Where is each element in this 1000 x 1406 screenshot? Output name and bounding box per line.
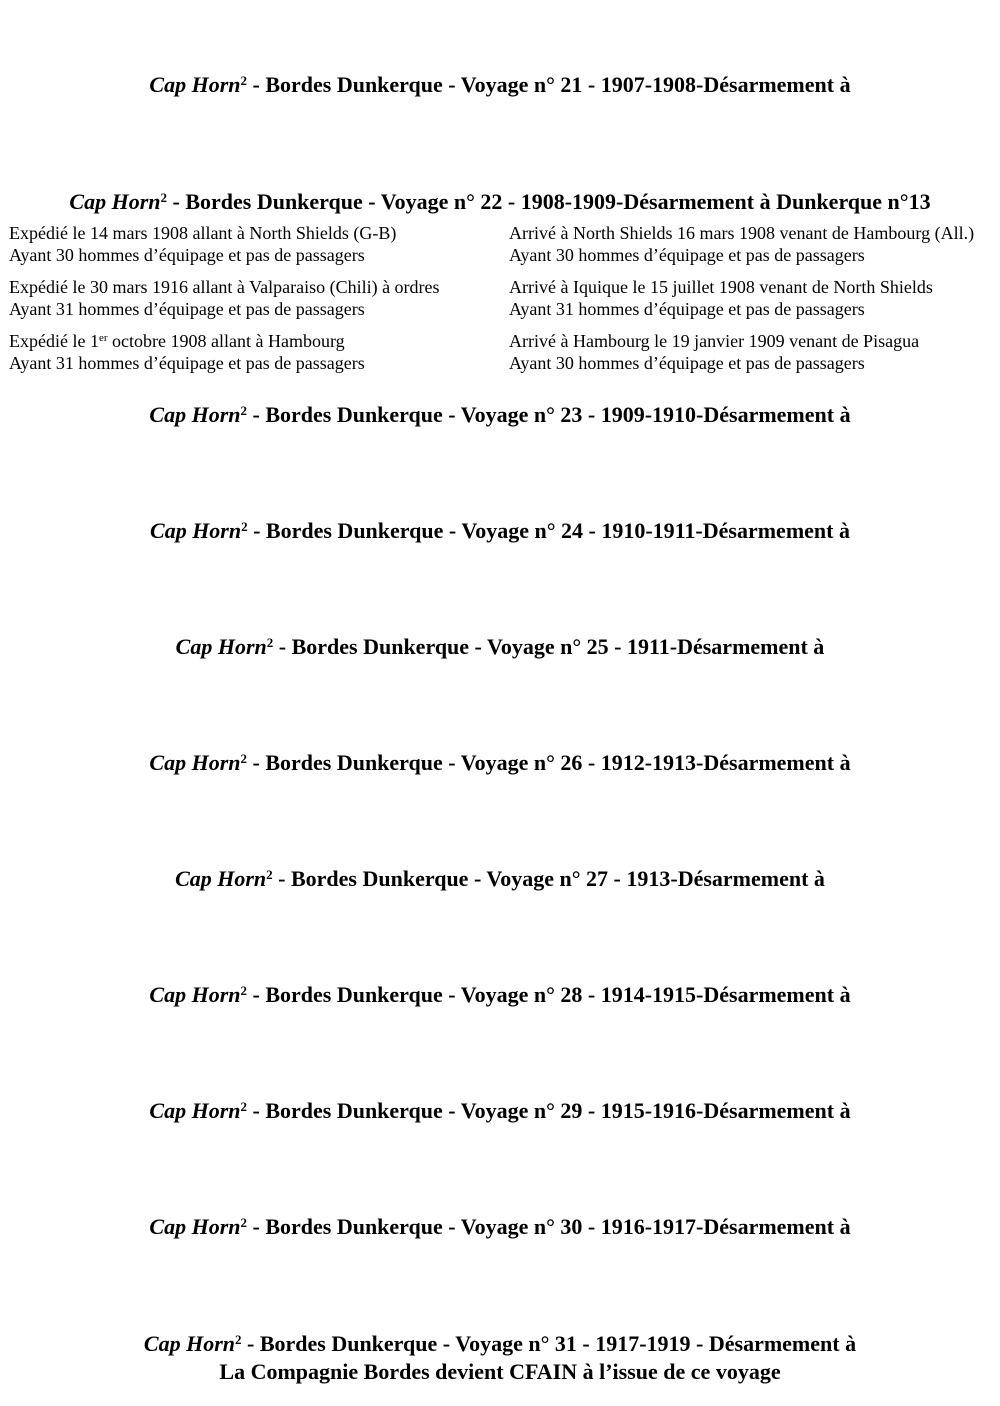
ship-name: Cap Horn	[149, 982, 241, 1007]
ship-superscript: 2	[235, 1332, 242, 1347]
voyage-title-27	[0, 862, 1000, 892]
departure-text: Expédié le 14 mars 1908 allant à North Shields (G-B)	[9, 223, 397, 243]
departure-text	[9, 330, 365, 352]
voyage-title-29	[0, 1094, 1000, 1124]
ship-superscript: 2	[240, 1215, 247, 1230]
ship-superscript: 2	[240, 1099, 247, 1114]
departure-suffix: octobre 1908 allant à Hambourg	[107, 331, 345, 351]
departure-entry-3	[9, 330, 365, 374]
ship-name: Cap Horn	[149, 1098, 241, 1123]
ship-superscript: 2	[240, 983, 247, 998]
voyage-details: - Bordes Dunkerque - Voyage n° 31 - 1917-1919 - Désarmement à	[241, 1331, 857, 1356]
voyage-details: - Bordes Dunkerque - Voyage n° 26 - 1912-1913-Désarmement à	[247, 750, 851, 775]
voyage-details: - Bordes Dunkerque - Voyage n° 24 - 1910-1911-Désarmement à	[247, 518, 850, 543]
arrival-text: Arrivé à North Shields 16 mars 1908 venant de Hambourg (All.)	[509, 223, 975, 243]
arrival-entry-1	[509, 222, 974, 266]
ship-name: Cap Horn	[150, 518, 242, 543]
arrival-crew: Ayant 31 hommes d’équipage et pas de passagers	[509, 299, 865, 319]
departure-crew: Ayant 31 hommes d’équipage et pas de passagers	[9, 299, 365, 319]
ship-superscript: 2	[160, 190, 167, 205]
ship-name: Cap Horn	[175, 866, 267, 891]
voyage-details: - Bordes Dunkerque - Voyage n° 29 - 1915-1916-Désarmement à	[247, 1098, 851, 1123]
ship-superscript: 2	[240, 403, 247, 418]
voyage-details: - Bordes Dunkerque - Voyage n° 25 - 1911-Désarmement à	[273, 634, 825, 659]
voyage-details: - Bordes Dunkerque - Voyage n° 30 - 1916-1917-Désarmement à	[247, 1214, 851, 1239]
departure-text: Expédié le 30 mars 1916 allant à Valparaiso (Chili) à ordres	[9, 277, 440, 297]
arrival-entry-3	[509, 330, 919, 374]
voyage-details: - Bordes Dunkerque - Voyage n° 23 - 1909-1910-Désarmement à	[247, 402, 851, 427]
voyage-details: - Bordes Dunkerque - Voyage n° 22 - 1908-1909-Désarmement à Dunkerque n°13	[167, 189, 931, 214]
ship-name: Cap Horn	[69, 189, 161, 214]
ship-superscript: 2	[241, 519, 248, 534]
ship-superscript: 2	[240, 751, 247, 766]
voyage-title-28	[0, 978, 1000, 1008]
voyage-title-25	[0, 630, 1000, 660]
voyage-title-30	[0, 1210, 1000, 1240]
departure-entry-2	[9, 276, 440, 320]
voyage-title-31	[0, 1327, 1000, 1357]
arrival-text: Arrivé à Hambourg le 19 janvier 1909 venant de Pisagua	[509, 331, 920, 351]
voyage-details: - Bordes Dunkerque - Voyage n° 27 - 1913-Désarmement à	[272, 866, 825, 891]
voyage-details: - Bordes Dunkerque - Voyage n° 21 - 1907-1908-Désarmement à	[247, 72, 851, 97]
arrival-crew: Ayant 30 hommes d’équipage et pas de passagers	[509, 245, 865, 265]
ship-superscript: 2	[266, 635, 274, 650]
ship-superscript: 2	[240, 73, 247, 88]
voyage-title-24	[0, 514, 1000, 544]
departure-crew: Ayant 31 hommes d’équipage et pas de passagers	[9, 353, 365, 373]
ship-name: Cap Horn	[149, 750, 241, 775]
closing-note: La Compagnie Bordes devient CFAIN à l’issue de ce voyage	[219, 1359, 781, 1384]
ship-name: Cap Horn	[143, 1331, 235, 1356]
ordinal-superscript: er	[98, 332, 108, 344]
ship-name: Cap Horn	[149, 72, 241, 97]
ship-name: Cap Horn	[149, 402, 241, 427]
ship-name: Cap Horn	[175, 634, 267, 659]
departure-crew: Ayant 30 hommes d’équipage et pas de passagers	[9, 245, 365, 265]
voyage-title-23	[0, 398, 1000, 428]
arrival-entry-2	[509, 276, 933, 320]
arrival-text: Arrivé à Iquique le 15 juillet 1908 venant de North Shields	[509, 277, 933, 297]
voyage-title-21	[0, 68, 1000, 98]
voyage-title-22	[0, 185, 1000, 215]
ship-superscript: 2	[266, 867, 273, 882]
departure-entry-1	[9, 222, 396, 266]
voyage-title-26	[0, 746, 1000, 776]
voyage-details: - Bordes Dunkerque - Voyage n° 28 - 1914-1915-Désarmement à	[247, 982, 851, 1007]
ship-name: Cap Horn	[149, 1214, 241, 1239]
departure-prefix: Expédié le 1	[9, 331, 99, 351]
arrival-crew: Ayant 30 hommes d’équipage et pas de passagers	[509, 353, 865, 373]
